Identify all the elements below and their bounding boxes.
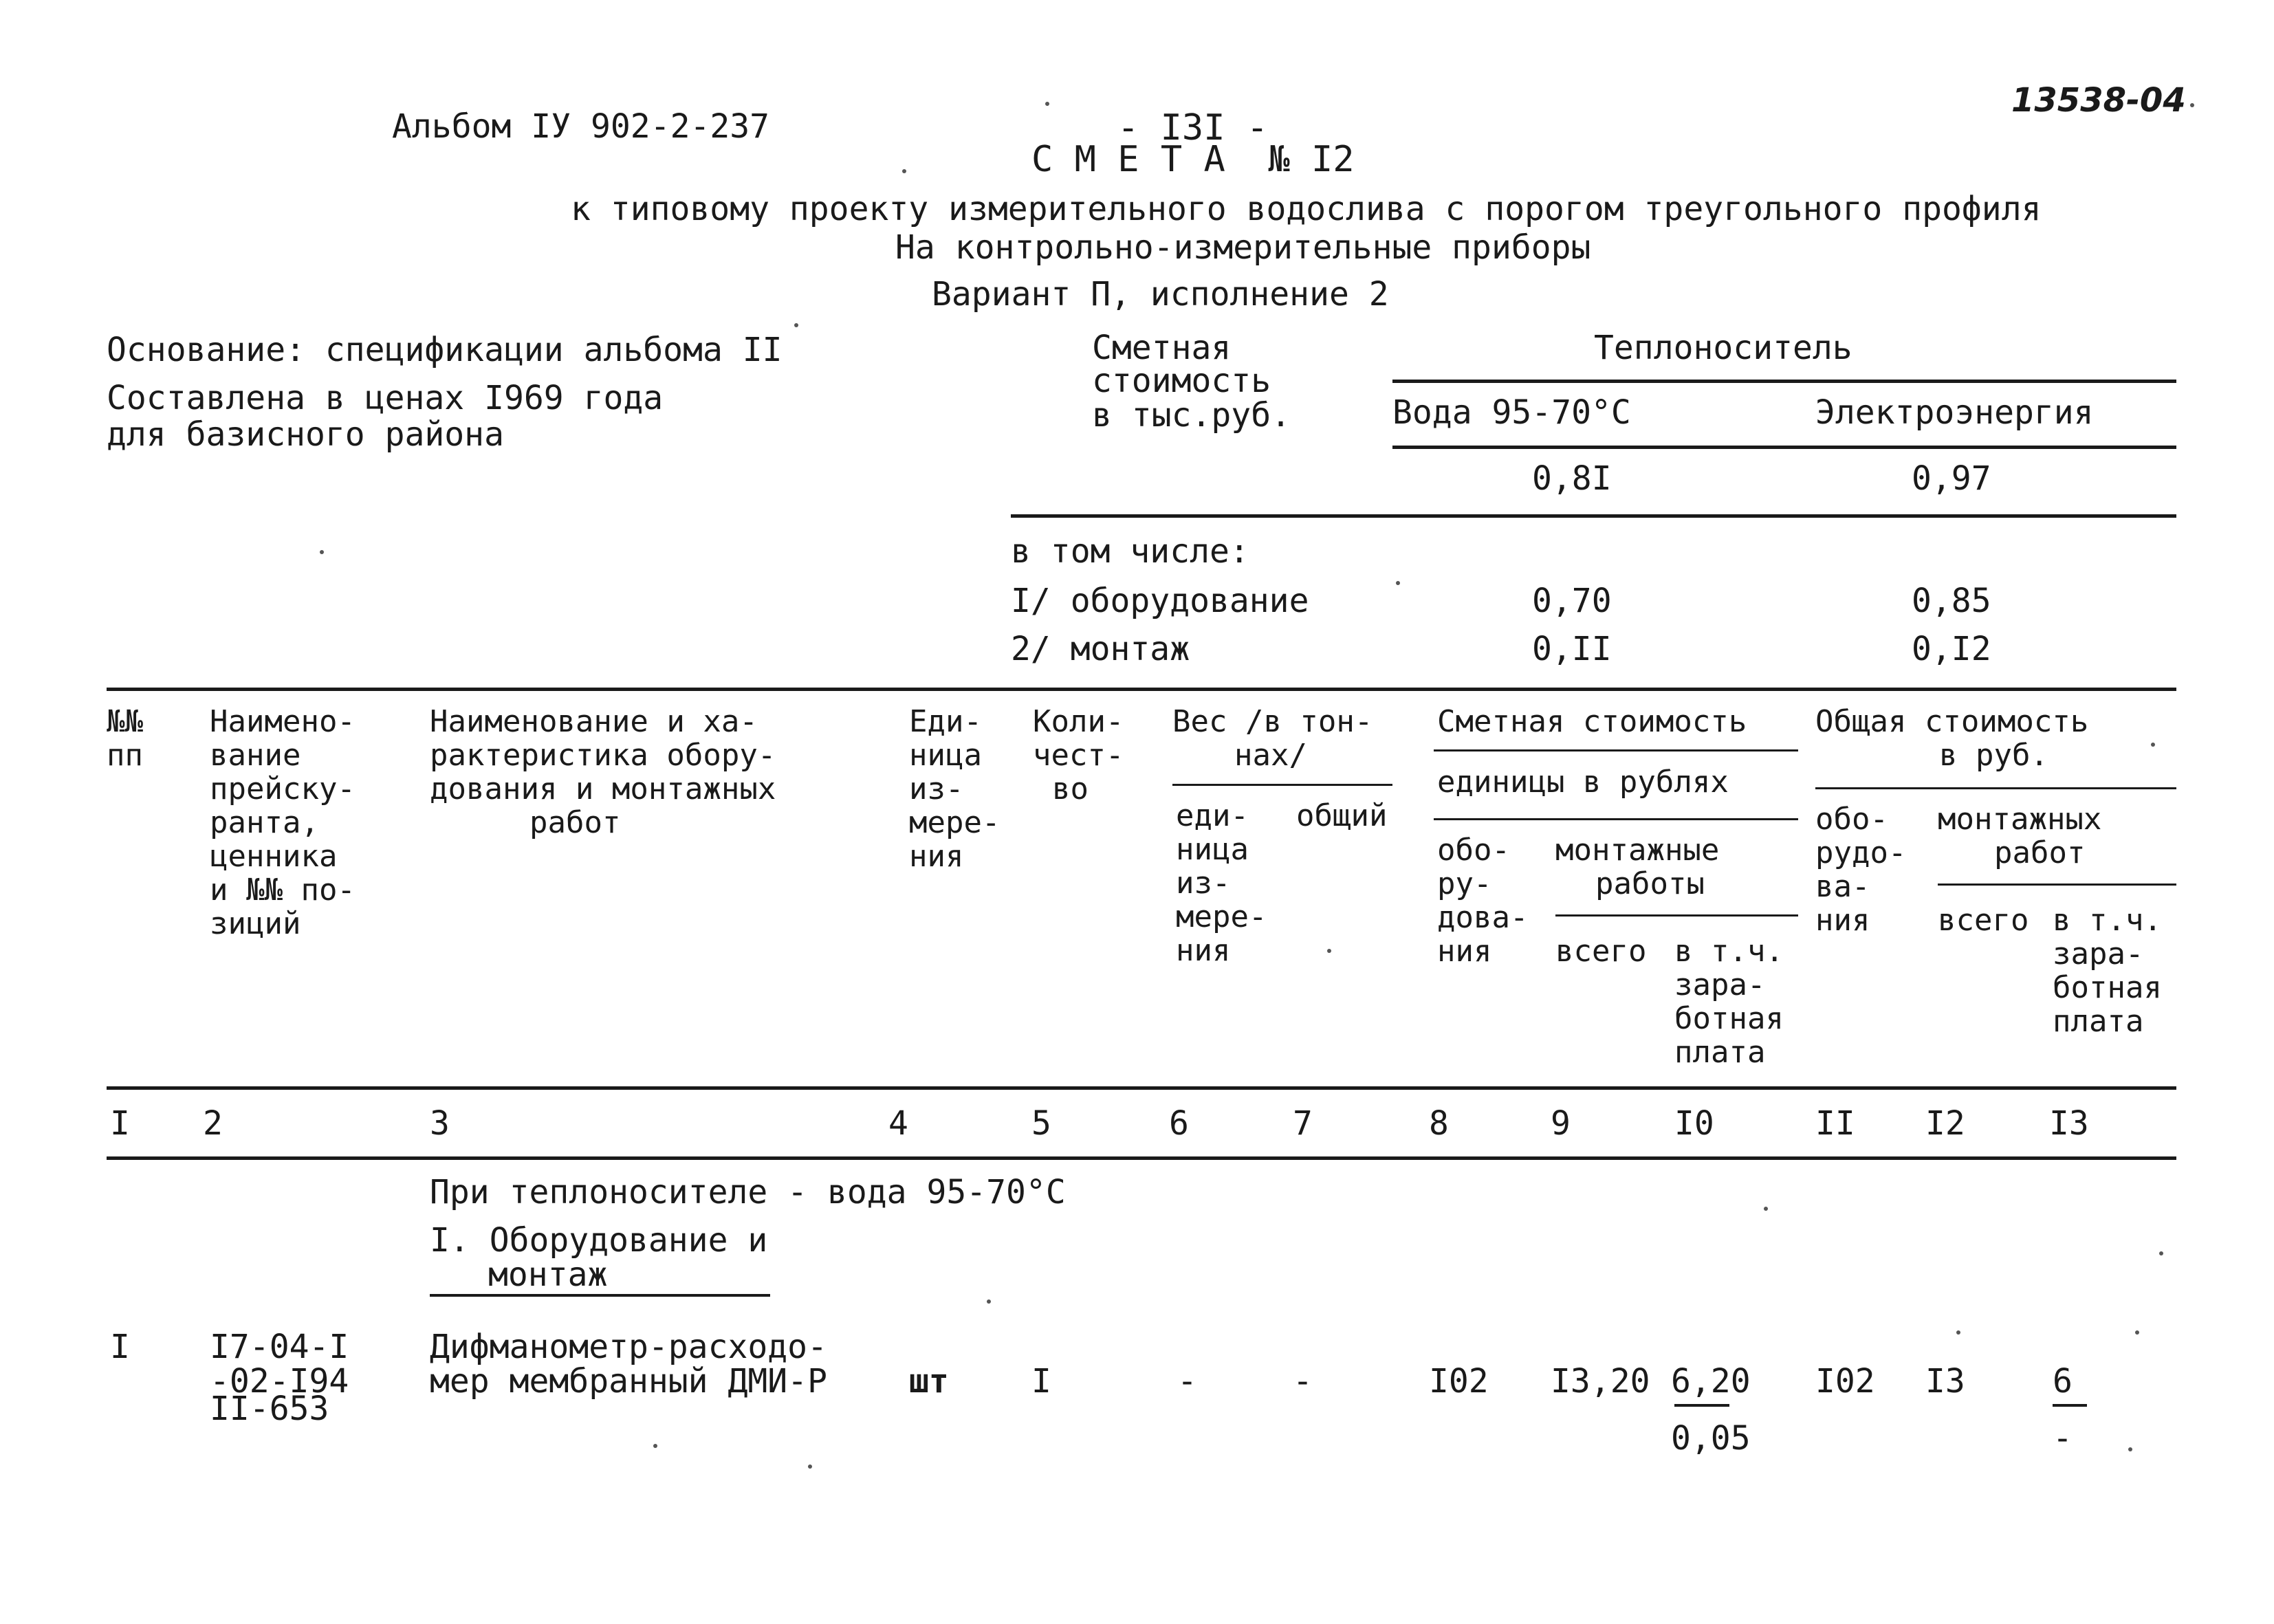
install-wage-sub-cell: 0,05 — [1671, 1419, 1751, 1458]
header-col-6-line: еди- — [1176, 798, 1249, 833]
header-install-works: работы — [1595, 866, 1705, 901]
speck — [320, 550, 324, 554]
wage-total-sub-cell: - — [2053, 1419, 2073, 1458]
header-col-11-line: обо- — [1815, 802, 1888, 837]
header-col-2-line: прейску- — [210, 771, 356, 806]
rule — [1392, 380, 2176, 383]
header-col-3-line: работ — [529, 805, 621, 840]
header-total-cost: в руб. — [1939, 738, 2048, 773]
speck — [1045, 102, 1049, 106]
header-col-2-line: вание — [210, 738, 301, 773]
install-electric: 0,I2 — [1912, 630, 1991, 668]
equip-unit-cost-cell: I02 — [1429, 1362, 1489, 1401]
electric-total: 0,97 — [1912, 459, 1991, 498]
header-col-11-line: ния — [1815, 903, 1870, 938]
water-total: 0,8I — [1532, 459, 1612, 498]
heat-carrier-label: Теплоноситель — [1594, 329, 1852, 367]
document-number: 13538-04 — [2011, 81, 2186, 120]
header-col-5-line: Коли- — [1033, 704, 1124, 739]
weight-unit-cell: - — [1177, 1362, 1197, 1401]
header-col-4-line: Еди- — [909, 704, 982, 739]
document-subtitle: к типовому проекту измерительного водослива с порогом треугольного профиля — [571, 190, 2042, 228]
weight-total-cell: - — [1293, 1362, 1313, 1401]
header-col-12: всего — [1938, 903, 2029, 938]
speck — [2135, 1330, 2139, 1335]
speck — [2159, 1251, 2163, 1255]
header-col-13-line: в т.ч. — [2053, 903, 2162, 938]
header-col-2-line: и №№ по- — [210, 873, 356, 908]
subsection-heading: I. Оборудование и — [430, 1221, 768, 1260]
equipment-electric: 0,85 — [1912, 582, 1991, 620]
header-unit-cost: Сметная стоимость — [1437, 704, 1747, 739]
header-col-8-line: обо- — [1437, 833, 1510, 868]
cost-label-line: в тыс.руб. — [1092, 396, 1291, 435]
header-col-5-line: чест- — [1033, 738, 1124, 773]
header-col-9: всего — [1555, 934, 1647, 969]
header-col-13-line: плата — [2053, 1004, 2144, 1039]
rule — [1938, 884, 2176, 886]
header-col-7: общий — [1296, 798, 1388, 833]
header-col-11-line: рудо- — [1815, 835, 1907, 870]
header-col-11-line: ва- — [1815, 869, 1870, 904]
column-number: I0 — [1674, 1104, 1714, 1143]
install-label: 2/ монтаж — [1011, 630, 1190, 668]
header-col-8-line: ру- — [1437, 866, 1492, 901]
page-number: - I3I - — [1117, 107, 1269, 149]
column-number: I3 — [2049, 1104, 2089, 1143]
rule — [1172, 784, 1392, 786]
basis-line: Основание: спецификации альбома II — [107, 331, 783, 369]
speck — [808, 1464, 812, 1469]
column-number: 6 — [1169, 1104, 1189, 1143]
header-col-10-line: ботная — [1674, 1001, 1784, 1036]
section-heading: При теплоносителе - вода 95-70°С — [430, 1173, 1066, 1211]
unit-cell: шт — [909, 1362, 949, 1401]
header-col-4-line: ница — [909, 738, 982, 773]
header-col-6-line: из- — [1176, 866, 1231, 901]
header-col-3-line: Наименование и ха- — [430, 704, 758, 739]
header-col-6-line: мере- — [1176, 899, 1267, 934]
rule — [1555, 914, 1798, 917]
subsection-heading: монтаж — [488, 1255, 608, 1294]
header-col-2-line: зиций — [210, 906, 301, 941]
header-col-13-line: ботная — [2053, 970, 2162, 1005]
equip-total-cell: I02 — [1815, 1362, 1875, 1401]
install-wage-cell: 6,20 — [1671, 1362, 1751, 1401]
rule — [1815, 787, 2176, 789]
column-number: I — [110, 1104, 130, 1143]
header-bottom-rule — [107, 1086, 2176, 1090]
header-col-3-line: дования и монтажных — [430, 771, 776, 806]
header-install-works-2: монтажных — [1938, 802, 2102, 837]
rule — [1434, 818, 1798, 820]
header-col-10-line: в т.ч. — [1674, 934, 1784, 969]
rule — [1011, 514, 2176, 518]
column-number: 4 — [888, 1104, 908, 1143]
item-name-line: мер мембранный ДМИ-Р — [430, 1362, 827, 1401]
album-reference: Альбом IУ 902-2-237 — [392, 107, 770, 146]
wage-total-cell: 6 — [2053, 1362, 2073, 1401]
price-year-line: Составлена в ценах I969 года — [107, 379, 664, 417]
rule — [1392, 446, 2176, 449]
header-col-2-line: Наимено- — [210, 704, 356, 739]
header-install-works-2: работ — [1994, 835, 2086, 870]
region-line: для базисного района — [107, 415, 504, 454]
document-title: С М Е Т А № I2 — [1031, 139, 1355, 180]
install-total-cell: I3,20 — [1551, 1362, 1650, 1401]
column-number: 2 — [203, 1104, 223, 1143]
speck — [794, 323, 798, 327]
table-top-rule — [107, 688, 2176, 691]
header-col-5-line: во — [1052, 771, 1089, 806]
header-col-10-line: зара- — [1674, 967, 1766, 1002]
column-number: 3 — [430, 1104, 450, 1143]
header-total-cost: Общая стоимость — [1815, 704, 2089, 739]
column-number: II — [1815, 1104, 1855, 1143]
header-col-10-line: плата — [1674, 1035, 1766, 1070]
column-numbers-rule — [107, 1156, 2176, 1160]
cost-label-line: Сметная — [1092, 329, 1232, 367]
column-number: 7 — [1293, 1104, 1313, 1143]
header-weight-line: нах/ — [1234, 738, 1307, 773]
electric-label: Электроэнергия — [1815, 393, 2094, 432]
header-col-2-line: ценника — [210, 839, 338, 874]
speck — [987, 1299, 991, 1304]
header-col-1-line: пп — [107, 738, 143, 773]
column-number: I2 — [1925, 1104, 1965, 1143]
header-col-6-line: ния — [1176, 933, 1231, 968]
rule — [1434, 749, 1798, 751]
speck — [1327, 949, 1331, 953]
equipment-water: 0,70 — [1532, 582, 1612, 620]
row-number: I — [110, 1328, 130, 1366]
rule — [2053, 1404, 2087, 1407]
speck — [653, 1444, 657, 1448]
speck — [2190, 103, 2194, 107]
speck — [1956, 1330, 1960, 1335]
equipment-label: I/ оборудование — [1011, 582, 1309, 620]
speck — [902, 169, 906, 173]
header-col-4-line: из- — [909, 771, 964, 806]
column-number: 8 — [1429, 1104, 1449, 1143]
header-install-works: монтажные — [1555, 833, 1720, 868]
header-col-2-line: ранта, — [210, 805, 319, 840]
subsection-underline — [430, 1294, 770, 1297]
speck — [2128, 1447, 2132, 1451]
header-col-4-line: ния — [909, 839, 964, 874]
header-col-8-line: ния — [1437, 934, 1492, 969]
header-col-4-line: мере- — [909, 805, 1001, 840]
speck — [1396, 581, 1400, 585]
speck — [2151, 743, 2155, 747]
cost-label-line: стоимость — [1092, 362, 1271, 400]
price-ref-line: I7-04-I — [210, 1328, 349, 1366]
document-scope: На контрольно-измерительные приборы — [895, 228, 1591, 267]
column-number: 9 — [1551, 1104, 1571, 1143]
header-col-6-line: ница — [1176, 832, 1249, 867]
column-number: 5 — [1031, 1104, 1051, 1143]
header-col-3-line: рактеристика обору- — [430, 738, 776, 773]
header-col-1-line: №№ — [107, 704, 143, 739]
header-col-8-line: дова- — [1437, 900, 1529, 935]
header-weight-line: Вес /в тон- — [1172, 704, 1373, 739]
header-unit-cost-sub: единицы в рублях — [1437, 765, 1729, 800]
water-label: Вода 95-70°С — [1392, 393, 1631, 432]
qty-cell: I — [1031, 1362, 1051, 1401]
speck — [1764, 1207, 1768, 1211]
install-all-cell: I3 — [1925, 1362, 1965, 1401]
variant-label: Вариант П, исполнение 2 — [932, 275, 1389, 314]
item-name-line: Дифманометр-расходо- — [430, 1328, 827, 1366]
rule — [1674, 1404, 1729, 1407]
price-ref-line: II-653 — [210, 1390, 329, 1428]
price-ref-line: -02-I94 — [210, 1362, 349, 1401]
install-water: 0,II — [1532, 630, 1612, 668]
including-label: в том числе: — [1011, 532, 1249, 571]
header-col-13-line: зара- — [2053, 936, 2144, 972]
